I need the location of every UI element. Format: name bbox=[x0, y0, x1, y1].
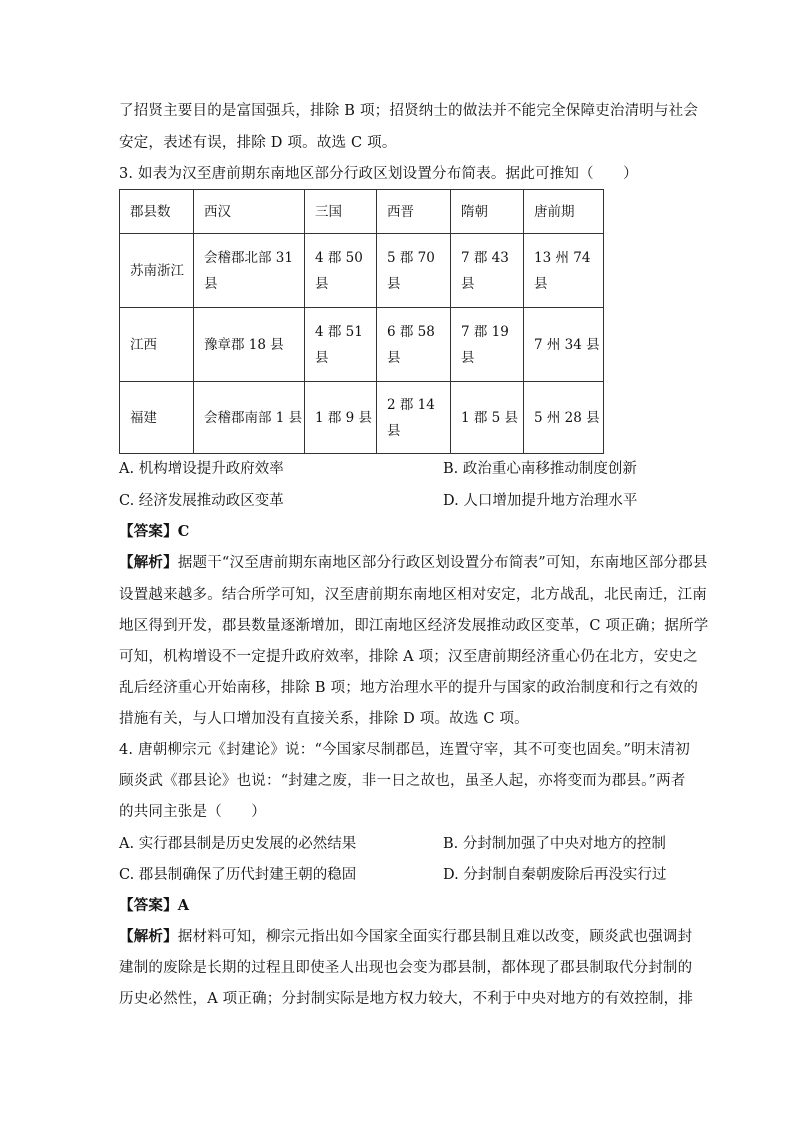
table-row bbox=[120, 308, 604, 382]
table-cell: 会稽郡南部 1 县 bbox=[194, 382, 305, 454]
table-cell: 苏南浙江 bbox=[120, 234, 194, 308]
table-header-cell: 郡县数 bbox=[120, 190, 194, 234]
table-cell: 6 郡 58 县 bbox=[377, 308, 451, 382]
table-cell: 2 郡 14 县 bbox=[377, 382, 451, 454]
table-cell: 7 郡 43 县 bbox=[451, 234, 524, 308]
analysis-label: 【解析】 bbox=[119, 928, 178, 945]
question-4-stem: 顾炎武《郡县论》也说：“封建之废，非一日之故也，虽圣人起，亦将变而为郡县。”两者 bbox=[119, 773, 686, 789]
table-header-cell: 西汉 bbox=[194, 190, 305, 234]
analysis-line: 【解析】据材料可知，柳宗元指出如今国家全面实行郡县制且难以改变，顾炎武也强调封 bbox=[119, 928, 693, 945]
analysis-line: 措施有关，与人口增加没有直接关系，排除 D 项。故选 C 项。 bbox=[119, 711, 529, 727]
table-cell: 7 郡 19 县 bbox=[451, 308, 524, 382]
table-cell: 福建 bbox=[120, 382, 194, 454]
table-cell: 1 郡 9 县 bbox=[305, 382, 377, 454]
table-cell: 13 州 74 县 bbox=[524, 234, 604, 308]
table-cell: 1 郡 5 县 bbox=[451, 382, 524, 454]
question-4-stem: 4. 唐朝柳宗元《封建论》说：“今国家尽制郡邑，连置守宰，其不可变也固矣。”明末清初 bbox=[119, 742, 690, 758]
option-b: B. 政治重心南移推动制度创新 bbox=[443, 461, 637, 477]
analysis-line: 【解析】据题干“汉至唐前期东南地区部分行政区划设置分布简表”可知，东南地区部分郡县 bbox=[119, 554, 708, 571]
analysis-label: 【解析】 bbox=[119, 554, 178, 571]
analysis-line: 设置越来越多。结合所学可知，汉至唐前期东南地区相对安定，北方战乱，北民南迁，江南 bbox=[119, 587, 707, 603]
table-header-cell: 唐前期 bbox=[524, 190, 604, 234]
option-c: C. 郡县制确保了历代封建王朝的稳固 bbox=[119, 867, 357, 883]
table-cell: 豫章郡 18 县 bbox=[194, 308, 305, 382]
table-header-cell: 隋朝 bbox=[451, 190, 524, 234]
table-row bbox=[120, 234, 604, 308]
option-b: B. 分封制加强了中央对地方的控制 bbox=[443, 836, 666, 852]
analysis-line: 可知，机构增设不一定提升政府效率，排除 A 项；汉至唐前期经济重心仍在北方，安史之 bbox=[119, 649, 698, 665]
option-a: A. 实行郡县制是历史发展的必然结果 bbox=[119, 836, 357, 852]
table-cell: 江西 bbox=[120, 308, 194, 382]
table-cell: 4 郡 51 县 bbox=[305, 308, 377, 382]
option-a: A. 机构增设提升政府效率 bbox=[119, 461, 284, 477]
admin-division-table bbox=[119, 189, 604, 454]
analysis-line: 地区得到开发，郡县数量逐渐增加，即江南地区经济发展推动政区变革，C 项正确；据所学 bbox=[119, 618, 709, 634]
table-cell: 5 郡 70 县 bbox=[377, 234, 451, 308]
question-4-stem: 的共同主张是（ ） bbox=[119, 804, 266, 820]
table-cell: 会稽郡北部 31 县 bbox=[194, 234, 305, 308]
text-line: 安定，表述有误，排除 D 项。故选 C 项。 bbox=[119, 135, 397, 151]
option-d: D. 人口增加提升地方治理水平 bbox=[443, 493, 638, 509]
table-header-row bbox=[120, 190, 604, 234]
question-3-stem: 3. 如表为汉至唐前期东南地区部分行政区划设置分布简表。据此可推知（ ） bbox=[119, 166, 638, 182]
table-header-cell: 西晋 bbox=[377, 190, 451, 234]
answer-label: 【答案】A bbox=[119, 897, 190, 914]
option-d: D. 分封制自秦朝废除后再没实行过 bbox=[443, 867, 667, 883]
option-c: C. 经济发展推动政区变革 bbox=[119, 493, 284, 509]
table-header-cell: 三国 bbox=[305, 190, 377, 234]
text-line: 了招贤主要目的是富国强兵，排除 B 项；招贤纳士的做法并不能完全保障吏治清明与社会 bbox=[119, 103, 699, 119]
analysis-line: 乱后经济重心开始南移，排除 B 项；地方治理水平的提升与国家的政治制度和行之有效的 bbox=[119, 680, 699, 696]
table-row bbox=[120, 382, 604, 454]
table-cell: 5 州 28 县 bbox=[524, 382, 604, 454]
answer-label: 【答案】C bbox=[119, 523, 190, 540]
analysis-line: 历史必然性，A 项正确；分封制实际是地方权力较大，不利于中央对地方的有效控制，排 bbox=[119, 991, 694, 1007]
table-cell: 4 郡 50 县 bbox=[305, 234, 377, 308]
table-cell: 7 州 34 县 bbox=[524, 308, 604, 382]
analysis-line: 建制的废除是长期的过程且即使圣人出现也会变为郡县制，都体现了郡县制取代分封制的 bbox=[119, 960, 693, 976]
